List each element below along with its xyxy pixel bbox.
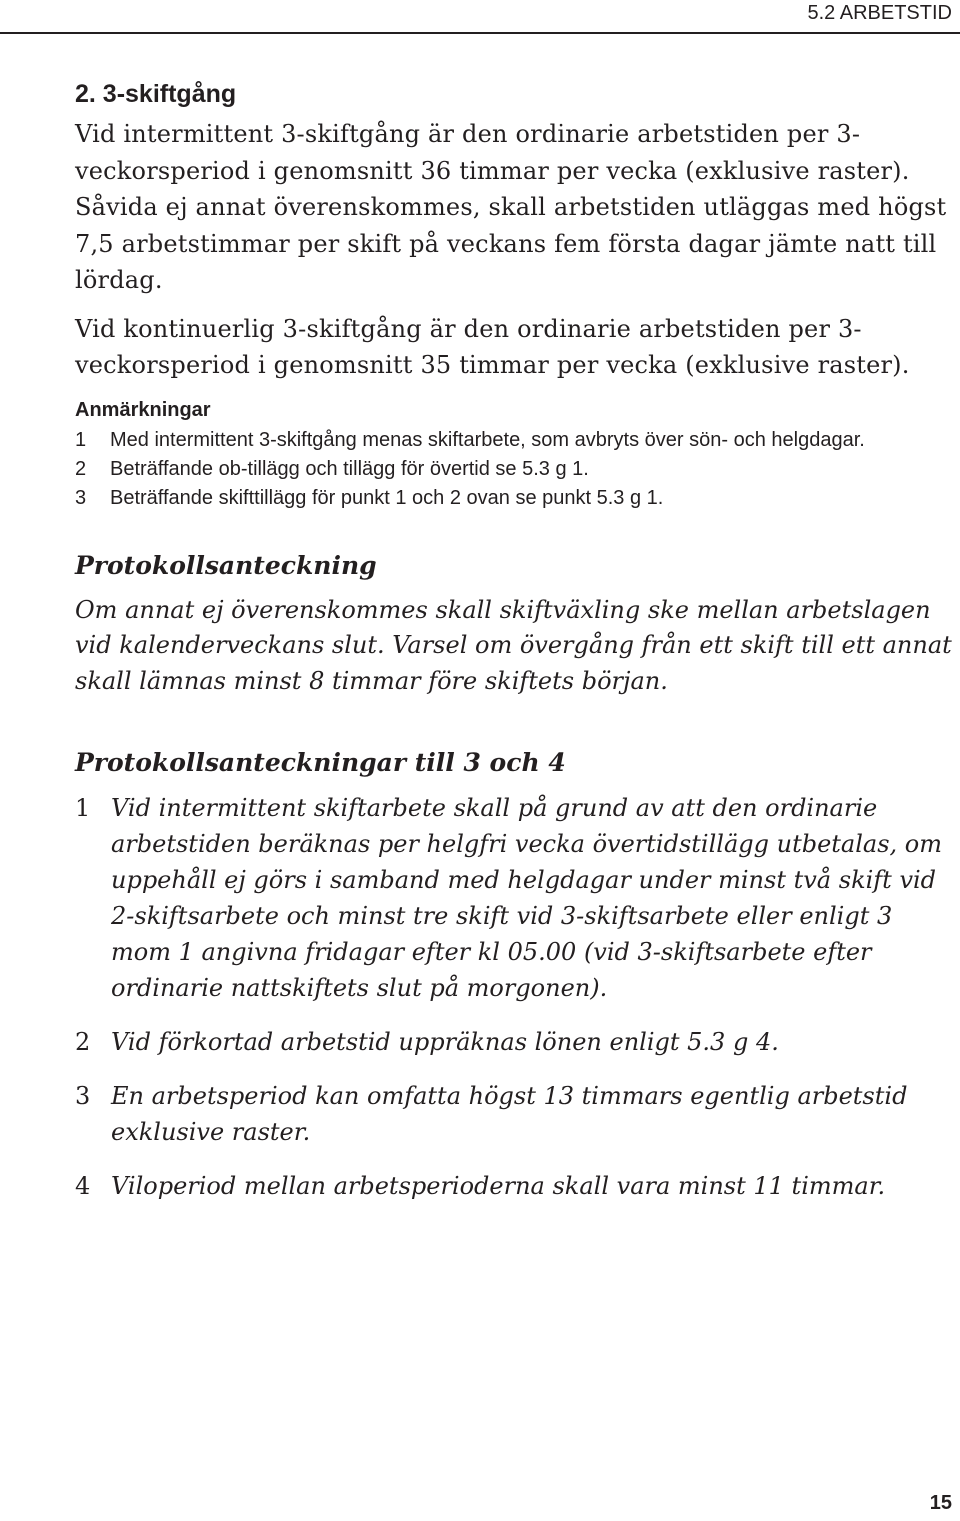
protocol-note-item (75, 1168, 955, 1204)
protocol-note-number: 1 (75, 793, 91, 822)
note-item (75, 455, 955, 484)
note-item (75, 484, 955, 513)
page-number: 15 (929, 1492, 952, 1514)
section-heading: 2. 3-skiftgång (75, 80, 237, 108)
protocol-note-item-text: Vid förkortad arbetstid uppräknas lönen enligt 5.3 g 4. (111, 1027, 779, 1056)
protocol-note-item (75, 1078, 955, 1150)
notes-list (75, 426, 955, 513)
note-text: Beträffande ob-tillägg och tillägg för övertid se 5.3 g 1. (110, 457, 589, 480)
protocol-note-text: Om annat ej överenskommes skall skiftväxling ske mellan arbetslagen vid kalenderveckans slut. Varsel om övergång från ett skift till ett annat skall lämnas minst 8 timmar före skiftets början. (75, 595, 952, 695)
protocol-note-item (75, 1024, 955, 1060)
protocol-note-number: 3 (75, 1081, 91, 1110)
note-text: Beträffande skifttillägg för punkt 1 och 2 ovan se punkt 5.3 g 1. (110, 486, 664, 509)
note-item (75, 426, 955, 455)
note-text: Med intermittent 3-skiftgång menas skiftarbete, som avbryts över sön- och helgdagar. (110, 428, 865, 451)
page-content (75, 78, 955, 1222)
protocol-note-item (75, 790, 955, 1006)
protocol-notes-list (75, 790, 955, 1204)
protocol-note-heading: Protokollsanteckning (75, 550, 377, 580)
protocol-note-item-text: Vid intermittent skiftarbete skall på grund av att den ordinarie arbetstiden beräknas per helgfri vecka övertidstillägg utbetalas, om uppehåll ej görs i samband med helgdagar under minst två skift vid 2-skiftsarbete och minst tre skift vid 3-skiftsarbete eller enligt 3 mom 1 angivna fridagar efter kl 05.00 (vid 3-skiftsarbete efter ordinarie nattskiftets slut på morgonen). (111, 793, 942, 1002)
note-number: 1 (75, 428, 87, 451)
protocol-note-item-text: Viloperiod mellan arbetsperioderna skall vara minst 11 timmar. (111, 1171, 886, 1200)
protocol-note-number: 2 (75, 1027, 91, 1056)
note-number: 2 (75, 457, 87, 480)
protocol-note-number: 4 (75, 1171, 91, 1200)
body-paragraph-continuous: Vid kontinuerlig 3-skiftgång är den ordinarie arbetstiden per 3-veckorsperiod i genomsnitt 35 timmar per vecka (exklusive raster). (75, 314, 910, 379)
section-label: 5.2 ARBETSTID (807, 2, 952, 24)
body-paragraph-intermittent: Vid intermittent 3-skiftgång är den ordinarie arbetstiden per 3-veckorsperiod i genomsnitt 36 timmar per vecka (exklusive raster). Såvida ej annat överenskommes, skall arbetstiden utläggas med högst 7,5 arbetstimmar per skift på veckans fem första dagar jämte natt till lördag. (75, 120, 947, 294)
protocol-note-item-text: En arbetsperiod kan omfatta högst 13 timmars egentlig arbetstid exklusive raster. (111, 1081, 908, 1146)
running-header (0, 0, 960, 34)
notes-heading: Anmärkningar (75, 398, 211, 421)
protocol-notes-heading: Protokollsanteckningar till 3 och 4 (75, 747, 566, 777)
note-number: 3 (75, 486, 87, 509)
